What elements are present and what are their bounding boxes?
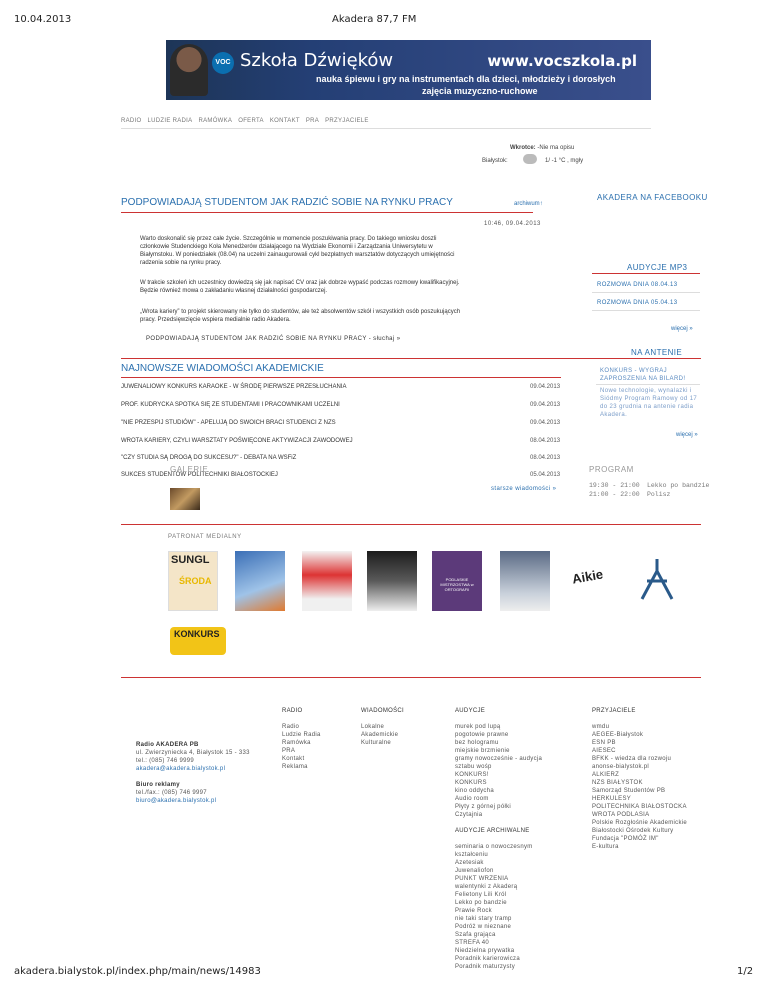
article-p3: „Wrota kariery” to projekt skierowany nie tylko do studentów, ale też absolwentów szkół i wszystkich osób poszukujących pracy. Przedsięwzięcie wspiera medialnie radio Akadera.: [140, 309, 461, 323]
nav-przyjaciele[interactable]: PRZYJACIELE: [325, 118, 369, 124]
patronage-logo[interactable]: [235, 551, 285, 611]
patronage-logo[interactable]: [500, 551, 550, 611]
nav-radio[interactable]: RADIO: [121, 118, 142, 124]
sungl-text: SUNGL: [171, 554, 210, 566]
print-date: 10.04.2013: [14, 14, 72, 25]
sroda-text: ŚRODA: [179, 576, 212, 586]
patronage-title: PATRONAT MEDIALNY: [168, 534, 242, 540]
print-page: 1/2: [737, 966, 754, 977]
patronage-logo[interactable]: [566, 551, 616, 611]
older-news-link[interactable]: starsze wiadomości »: [491, 486, 557, 492]
banner-line1: nauka śpiewu i gry na instrumentach dla dzieci, młodzieży i dorosłych: [316, 74, 616, 84]
news-row[interactable]: "NIE PRZESPIJ STUDIÓW" - APELUJĄ DO SWOICH BRACI STUDENCI Z NZS 09.04.2013: [121, 420, 561, 426]
banner-logo-text: Szkoła Dźwięków: [240, 50, 394, 71]
ad-banner[interactable]: [166, 40, 651, 100]
patronage-logo[interactable]: [168, 551, 218, 611]
on-air-item[interactable]: KONKURS - WYGRAJ ZAPROSZENIA NA BILARD!: [600, 368, 686, 382]
on-air-item[interactable]: Nowe technologie, wynalazki i Siódmy Program Ramowy od 17 do 23 grudnia na antenie radia Akadera.: [600, 388, 698, 418]
banner-url: www.vocszkola.pl: [487, 52, 637, 70]
news-row[interactable]: PROF. KUDRYCKA SPOTKA SIĘ ZE STUDENTAMI I PRACOWNIKAMI UCZELNI 09.04.2013: [121, 402, 561, 408]
usb-icon: [632, 551, 682, 611]
coming-soon-label: Wkrotce:: [510, 145, 536, 151]
patronage-logo[interactable]: [632, 551, 682, 611]
voc-logo-icon: VOC: [212, 52, 234, 74]
archive-link[interactable]: archiwum↑: [514, 201, 543, 207]
mp3-title: AUDYCJE MP3: [627, 263, 688, 272]
footer-col-friends: PRZYJACIELE wmdu AEGEE-Białystok ESN PB AIESEC BFKK - wiedza dla rozwoju anonse-bialystok.pl ALKIERZ NZS BIAŁYSTOK Samorząd Studentów PB HERKULESY POLITECHNIKA BIAŁOSTOCKA WROTA PODLASIA Polskie Rozgłośnie Akademickie Białostocki Ośrodek Kultury Fundacja "POMÓŻ IM" E-kultura: [592, 708, 688, 850]
patronage-logo[interactable]: [302, 551, 352, 611]
nav-pra[interactable]: PRA: [305, 118, 320, 124]
weather-text: 1/ -1 °C , mgły: [545, 158, 584, 164]
footer-col-radio: RADIO Radio Ludzie Radia Ramówka PRA Kontakt Reklama: [282, 708, 321, 770]
facebook-title: AKADERA NA FACEBOOKU: [597, 193, 708, 202]
contest-logo[interactable]: [170, 627, 226, 655]
program-name: Polisz: [647, 491, 671, 498]
on-air-title: NA ANTENIE: [631, 348, 683, 357]
patronage-logo[interactable]: [432, 551, 482, 611]
singer-image: [170, 44, 208, 96]
coming-soon-text: -Nie ma opisu: [537, 145, 575, 151]
aikie-text: Aikie: [570, 566, 605, 587]
program-time: 21:00 - 22:00: [589, 491, 640, 498]
ads-email[interactable]: biuro@akadera.bialystok.pl: [136, 798, 217, 804]
news-row[interactable]: "CZY STUDIA SĄ DROGĄ DO SUKCESU?" - DEBATA NA WSFiZ 08.04.2013: [121, 455, 561, 461]
banner-line2: zajęcia muzyczno-ruchowe: [422, 86, 538, 96]
nav-ramowka[interactable]: RAMÓWKA: [198, 118, 233, 124]
footer-contact: Radio AKADERA PB ul. Zwierzyniecka 4, Białystok 15 - 333 tel.: (085) 746 9999 akadera@akadera.bialystok.pl Biuro reklamy tel./fax.: (085) 746 9997 biuro@akadera.bialystok.pl: [136, 742, 250, 804]
gallery-thumbnail[interactable]: [170, 488, 200, 510]
print-title: Akadera 87,7 FM: [332, 14, 417, 25]
program-title: PROGRAM: [589, 465, 634, 474]
article-datetime: 10:46, 09.04.2013: [484, 221, 541, 227]
patronage-logo[interactable]: [367, 551, 417, 611]
arrow-up-icon: ↑: [539, 201, 543, 207]
listen-link[interactable]: PODPOWIADAJĄ STUDENTOM JAK RADZIĆ SOBIE NA RYNKU PRACY - słuchaj »: [146, 336, 401, 342]
book-cover-text: PODLASKIE MISTRZOSTWA w ORTOGRAFII: [440, 577, 474, 592]
news-row[interactable]: WROTA KARIERY, CZYLI WARSZTATY POŚWIĘCONE AKTYWIZACJI ZAWODOWEJ 08.04.2013: [121, 438, 561, 444]
cloud-icon: [523, 154, 537, 164]
news-title: NAJNOWSZE WIADOMOŚCI AKADEMICKIE: [121, 363, 324, 374]
weather-city: Białystok:: [482, 158, 508, 164]
contact-email[interactable]: akadera@akadera.bialystok.pl: [136, 766, 226, 772]
article-title: PODPOWIADAJĄ STUDENTOM JAK RADZIĆ SOBIE NA RYNKU PRACY: [121, 197, 453, 208]
on-air-more-link[interactable]: więcej »: [676, 432, 698, 438]
news-row[interactable]: JUWENALIOWY KONKURS KARAOKE - W ŚRODĘ PIERWSZE PRZESŁUCHANIA 09.04.2013: [121, 384, 561, 390]
article-p2: W trakcie szkoleń ich uczestnicy dowiedzą się jak napisać CV oraz jak dobrze wypaść podczas rozmowy kwalifikacyjnej. Będzie również mowa o zakładaniu własnej działalności gospodarczej.: [140, 280, 460, 294]
article-p1: Warto doskonalić się przez całe życie. Szczególnie w momencie poszukiwania pracy. Do takiego wniosku doszli członkowie Studenckiego Koła Menedżerów działającego na Wydziale Ekonomii i Zarządzania Uniwersytetu w Białymstoku. W poniedziałek (08.04) na uczelni zainaugurowali cykl bezpłatnych warsztatów dotyczących umiejętności radzenia sobie na rynku pracy.: [140, 236, 455, 266]
gallery-title: GALERIE: [170, 465, 209, 474]
mp3-item[interactable]: ROZMOWA DNIA 08.04.13: [597, 282, 678, 288]
nav-ludzie-radia[interactable]: LUDZIE RADIA: [147, 118, 193, 124]
coming-soon: [510, 145, 574, 151]
footer-col-news: WIADOMOŚCI Lokalne Akademickie Kulturalne: [361, 708, 404, 746]
mp3-more-link[interactable]: więcej »: [671, 326, 693, 332]
program-name: Lekko po bandzie: [647, 482, 710, 489]
contest-text: KONKURS: [174, 629, 220, 639]
program-time: 19:30 - 21:00: [589, 482, 640, 489]
footer-col-shows: AUDYCJE murek pod lupą pogotowie prawne bez hologramu miejskie brzmienie gramy nowocześnie - audycja sztabu wośp KONKURS! KONKURS kino oddycha Audio room Płyty z górnej półki Czytajnia AUDYCJE ARCHIWALNE seminaria o nowoczesnym kształceniu Azetesiak Juwenaliofon PUNKT WRZENIA walentynki z Akaderą Felietony Lili Król Lekko po bandzie Prawie Rock nie taki stary tramp Podróż w nieznane Szafa grająca STREFA 40 Niedzielna prywatka Poradnik karierowicza Poradnik maturzysty: [455, 708, 543, 970]
print-url: akadera.bialystok.pl/index.php/main/news/14983: [14, 966, 261, 977]
news-row[interactable]: SUKCES STUDENTÓW POLITECHNIKI BIAŁOSTOCKIEJ 05.04.2013: [121, 472, 561, 478]
mp3-item[interactable]: ROZMOWA DNIA 05.04.13: [597, 300, 678, 306]
main-nav: [121, 118, 369, 124]
nav-kontakt[interactable]: KONTAKT: [269, 118, 300, 124]
nav-oferta[interactable]: OFERTA: [238, 118, 264, 124]
